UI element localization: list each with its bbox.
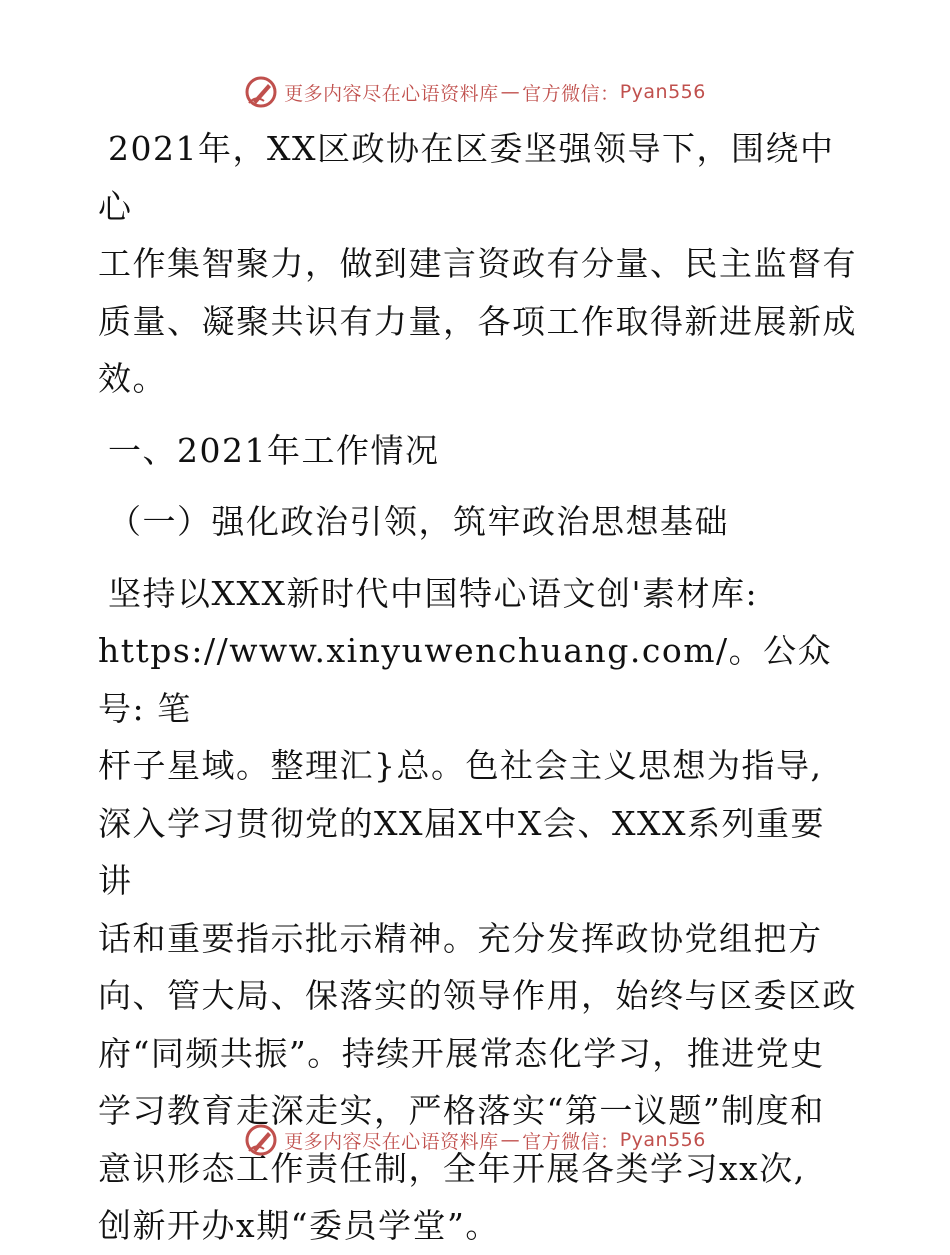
body-line: 坚持以XXX新时代中国特心语文创'素材库:: [108, 573, 759, 613]
body-line: 学习教育走深走实，严格落实“第一议题”制度和: [98, 1091, 825, 1130]
body-line: 府“同频共振”。持续开展常态化学习，推进党史: [98, 1033, 825, 1073]
watermark-wechat-label: 官方微信：: [522, 82, 620, 105]
watermark-text: 更多内容尽在心语资料库: [284, 82, 499, 105]
watermark-separator: —: [500, 1129, 521, 1151]
body-line: 深入学习贯彻党的XX届X中X会、XXX系列重要讲: [98, 803, 825, 900]
header-watermark: [0, 72, 950, 112]
intro-line: 质量、凝聚共识有力量，各项工作取得新进展新成: [98, 301, 857, 341]
intro-line: 效。: [98, 359, 167, 398]
body-line: 话和重要指示批示精神。充分发挥政协党组把方: [98, 918, 823, 958]
intro-line: 2021年，XX区政协在区委坚强领导下，围绕中心: [98, 129, 835, 226]
watermark-separator: —: [500, 81, 521, 103]
body-line: 创新开办x期“委员学堂”。: [98, 1206, 500, 1245]
watermark-wechat-id: Pyan556: [619, 81, 706, 103]
intro-line: 工作集智聚力，做到建言资政有分量、民主监督有: [98, 244, 857, 283]
document-body: [98, 120, 858, 1255]
body-line: 意识形态工作责任制，全年开展各类学习xx次,: [98, 1148, 806, 1188]
footer-watermark: [0, 1120, 950, 1160]
body-line: 杆子星域。整理汇}总。色社会主义思想为指导,: [98, 746, 823, 785]
watermark-wechat-label: 官方微信：: [522, 1130, 620, 1153]
subsection-heading: （一）强化政治引领，筑牢政治思想基础: [108, 502, 729, 541]
pen-logo-icon: [244, 75, 278, 109]
body-line: https://www.xinyuwenchuang.com/。公众号: 笔: [98, 631, 833, 728]
watermark-wechat-id: Pyan556: [619, 1129, 706, 1151]
pen-logo-icon: [244, 1123, 278, 1157]
watermark-text: 更多内容尽在心语资料库: [284, 1130, 499, 1153]
section-heading: 一、2021年工作情况: [108, 430, 440, 470]
body-line: 向、管大局、保落实的领导作用，始终与区委区政: [98, 976, 857, 1015]
